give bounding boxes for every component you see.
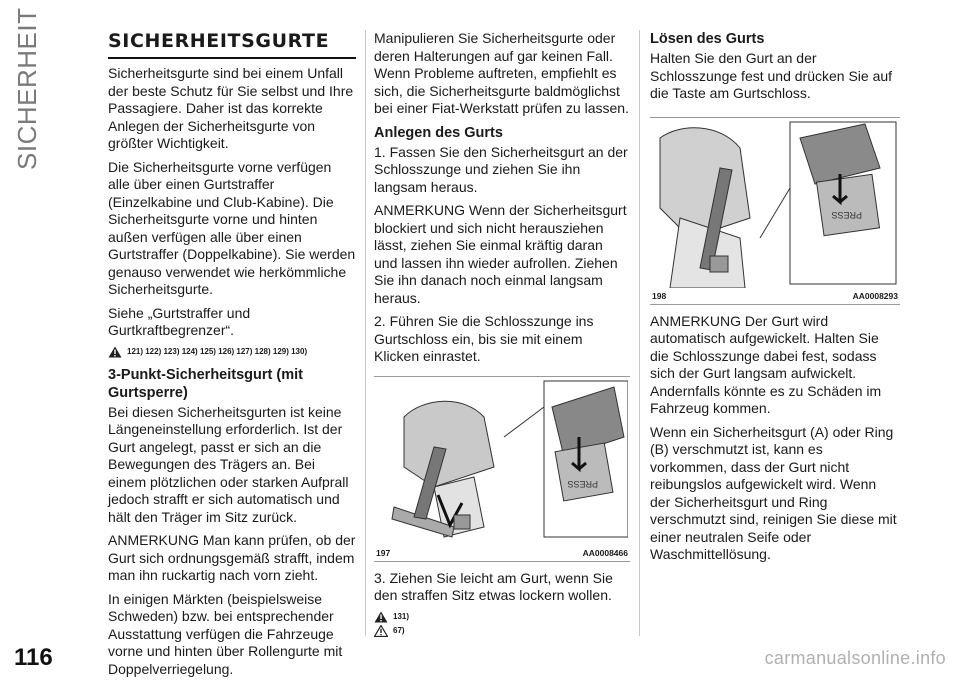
seatbelt-release-illustration	[650, 118, 898, 288]
paragraph: Wenn ein Sicherheitsgurt (A) oder Ring (B) verschmutzt ist, kann es vorkommen, dass der Gurt nicht reibungslos aufgewickelt wird. Wenn der Sicherheitsgurt und Ring verschmutzt sind, reinigen Sie diese mit einer neutralen Seife oder Waschmittellösung.	[650, 423, 897, 563]
paragraph: 1. Fassen Sie den Sicherheitsgurt an der Schlosszunge und ziehen Sie ihn langsam heraus.	[374, 143, 628, 195]
figure-caption	[374, 545, 630, 561]
paragraph: ANMERKUNG Wenn der Sicherheitsgurt blockiert und sich nicht herausziehen lässt, ziehen Sie einmal kräftig daran und lassen ihn wieder aufrollen. Ziehen Sie ihn danach noch einmal langsam heraus.	[374, 202, 627, 306]
side-tab	[0, 0, 80, 678]
paragraph: 3. Ziehen Sie leicht am Gurt, wenn Sie den straffen Sitz etwas lockern wollen.	[374, 569, 613, 604]
column-2	[374, 30, 630, 645]
page-number: 116	[14, 644, 53, 671]
press-label: PRESS	[567, 478, 598, 489]
paragraph: Manipulieren Sie Sicherheitsgurte oder deren Halterungen auf gar keinen Fall. Wenn Probleme auftreten, empfiehlt es sich, die Sicherheitsgurte baldmöglichst bei einer Fiat-Werkstatt prüfen zu lassen.	[374, 30, 629, 116]
section-side-label: SICHERHEIT	[12, 7, 42, 170]
figure-198	[650, 117, 900, 305]
paragraph: Die Sicherheitsgurte vorne verfügen alle über einen Gurtstraffer (Einzelkabine und Club-Kabine). Die Sicherheitsgurte vorne und hinten außen verfügen alle über einen Gurtstraffer (Doppelkabine). Sie werden genauso verwendet wie herkömmliche Sicherheitsgurte.	[108, 158, 356, 297]
warning-refs-text: 121) 122) 123) 124) 125) 126) 127) 128) 129) 130)	[127, 347, 308, 356]
warning-triangle-icon	[108, 346, 122, 358]
section-title: SICHERHEITSGURTE	[108, 30, 356, 59]
warning-triangle-icon	[374, 611, 388, 623]
press-label: PRESS	[831, 209, 862, 220]
paragraph: Sicherheitsgurte sind bei einem Unfall der beste Schutz für Sie selbst und Ihre Passagiere. Daher ist das korrekte Anlegen der Sicherheitsgurte von größter Wichtigkeit.	[108, 65, 354, 151]
figure-197	[374, 376, 630, 562]
watermark: carmanualsonline.info	[764, 648, 946, 668]
column-3	[650, 30, 900, 570]
paragraph: ANMERKUNG Man kann prüfen, ob der Gurt sich ordnungsgemäß strafft, indem man ihn ruckartig nach vorn zieht.	[108, 532, 356, 584]
caution-ref-text: 67)	[393, 626, 405, 636]
figure-code: AA0008293	[852, 290, 898, 301]
paragraph: Bei diesen Sicherheitsgurten ist keine Längeneinstellung erforderlich. Ist der Gurt angelegt, passt er sich an die Bewegungen des Trägers an. Bei einem plötzlichen oder starken Aufprall jedoch strafft er sich automatisch und hält den Träger im Sitz zurück.	[108, 403, 349, 525]
paragraph: Siehe „Gurtstraffer und Gurtkraftbegrenzer“.	[108, 304, 251, 338]
figure-caption	[650, 288, 900, 304]
warning-ref-text: 131)	[393, 612, 410, 622]
seatbelt-fasten-illustration	[374, 377, 628, 545]
subheading: Anlegen des Gurts	[374, 124, 503, 141]
figure-code: AA0008466	[582, 547, 628, 558]
paragraph: In einigen Märkten (beispielsweise Schweden) bzw. bei entsprechender Ausstattung verfügen die Fahrzeuge vorne und hinten über Rollengurte mit Doppelverriegelung.	[108, 590, 343, 677]
paragraph: 2. Führen Sie die Schlosszunge ins Gurtschloss ein, bis sie mit einem Klicken einrastet.	[374, 313, 594, 365]
warning-reference	[374, 611, 630, 623]
subheading: 3-Punkt-Sicherheitsgurt (mit Gurtsperre)	[108, 366, 303, 401]
column-1	[108, 30, 356, 684]
paragraph: ANMERKUNG Der Gurt wird automatisch aufgewickelt. Halten Sie die Schlosszunge dabei fest, sodass sich der Gurt langsam aufwickelt. Andernfalls könnte es zu Schäden im Fahrzeug kommen.	[650, 312, 882, 417]
subheading: Lösen des Gurts	[650, 31, 765, 47]
figure-number: 198	[652, 290, 667, 301]
figure-number: 197	[376, 547, 391, 558]
paragraph: Halten Sie den Gurt an der Schlosszunge fest und drücken Sie auf die Taste am Gurtschloss.	[650, 50, 893, 102]
caution-triangle-icon	[374, 625, 388, 637]
column-divider	[639, 30, 640, 636]
caution-reference	[374, 625, 630, 637]
column-divider	[365, 30, 366, 636]
warning-references	[108, 346, 356, 358]
